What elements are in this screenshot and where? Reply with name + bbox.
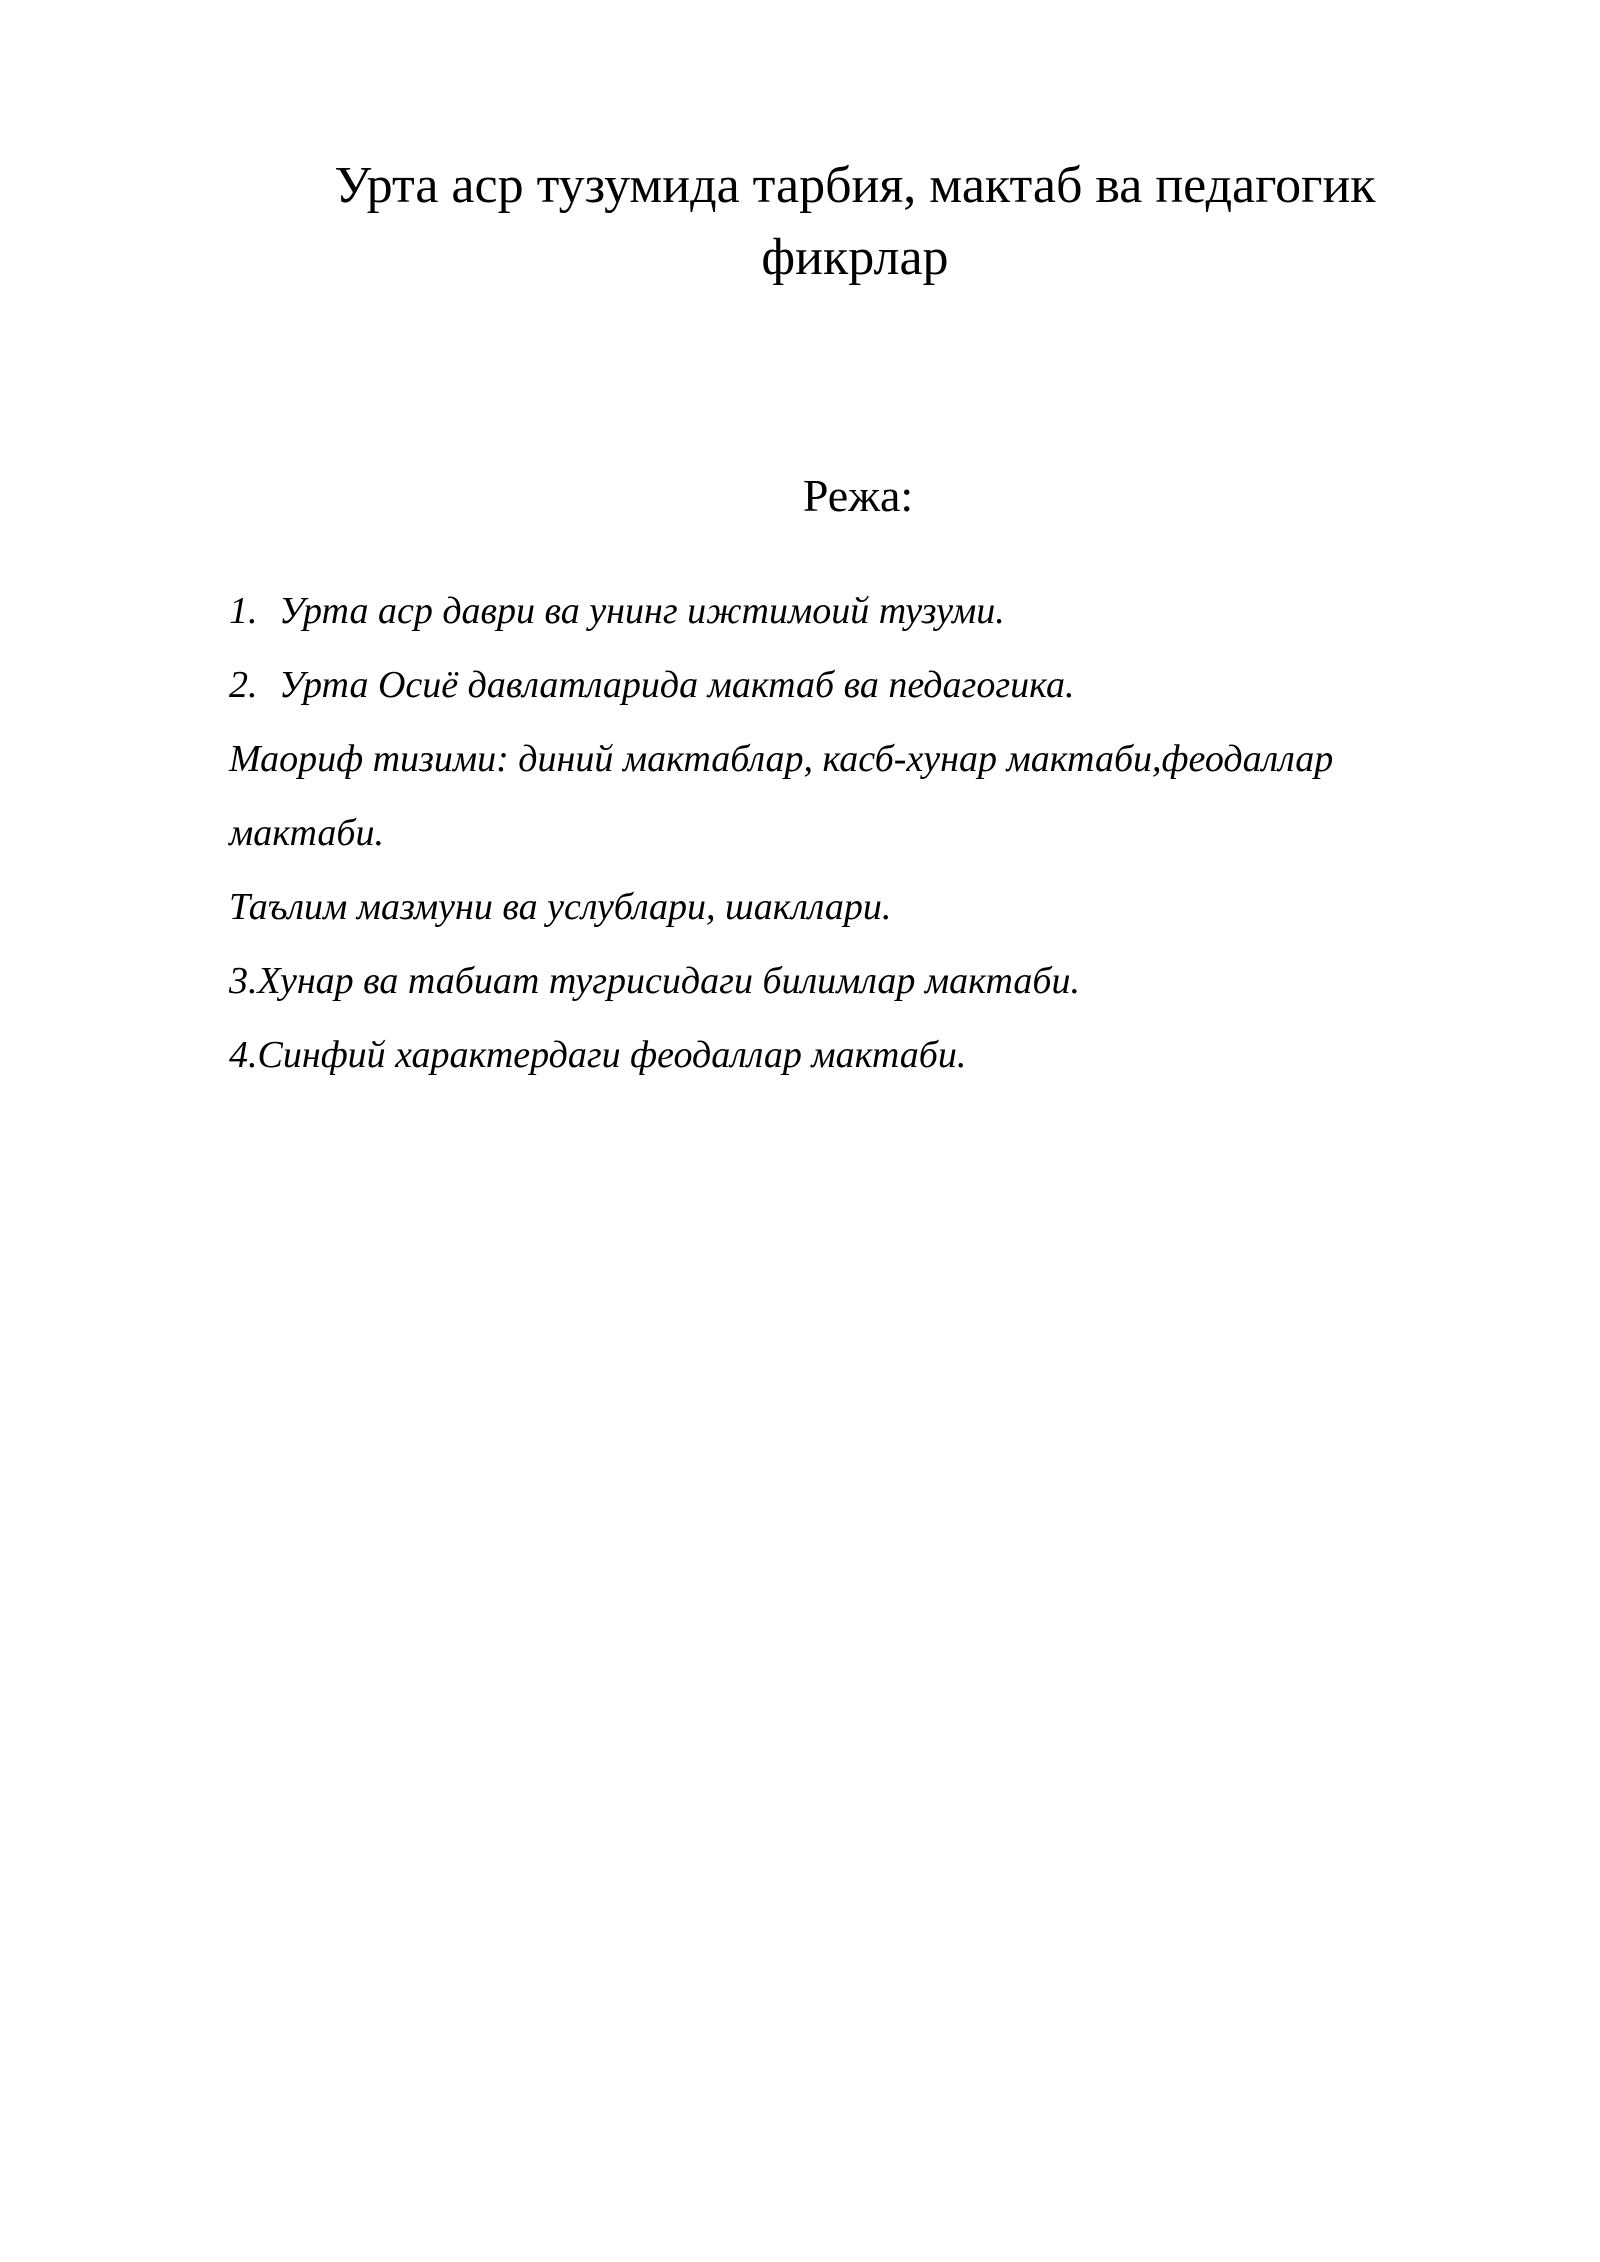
plan-item-text: 3.Хунар ва табиат тугрисидаги билимлар мактаби. (229, 960, 1080, 1002)
plan-item-text: Урта аср даври ва унинг ижтимоий тузуми. (279, 590, 1005, 632)
plan-item (229, 722, 1549, 796)
plan-list (229, 574, 1549, 1092)
plan-item (229, 574, 1549, 648)
title-line-1: Урта аср тузумида тарбия, мактаб ва педагогик (334, 157, 1376, 214)
plan-item (229, 944, 1549, 1018)
plan-item-text: мактаби. (229, 812, 385, 854)
plan-item-text: Маориф тизими: диний мактаблар, касб-хунар мактаби,феодаллар (229, 738, 1334, 780)
plan-item-text: 4.Синфий характердаги феодаллар мактаби. (229, 1034, 967, 1076)
plan-item (229, 1018, 1549, 1092)
plan-item (229, 870, 1549, 944)
plan-item-text: Таълим мазмуни ва услублари, шакллари. (229, 886, 892, 928)
title-line-2: фикрлар (761, 229, 949, 286)
plan-item-number: 1. (229, 590, 258, 632)
document-title (230, 150, 1480, 294)
plan-heading: Режа: (802, 470, 914, 521)
plan-item-text: Урта Осиё давлатларида мактаб ва педагогика. (279, 664, 1075, 706)
plan-item (229, 796, 1549, 870)
plan-item (229, 648, 1549, 722)
plan-item-number: 2. (229, 664, 258, 706)
